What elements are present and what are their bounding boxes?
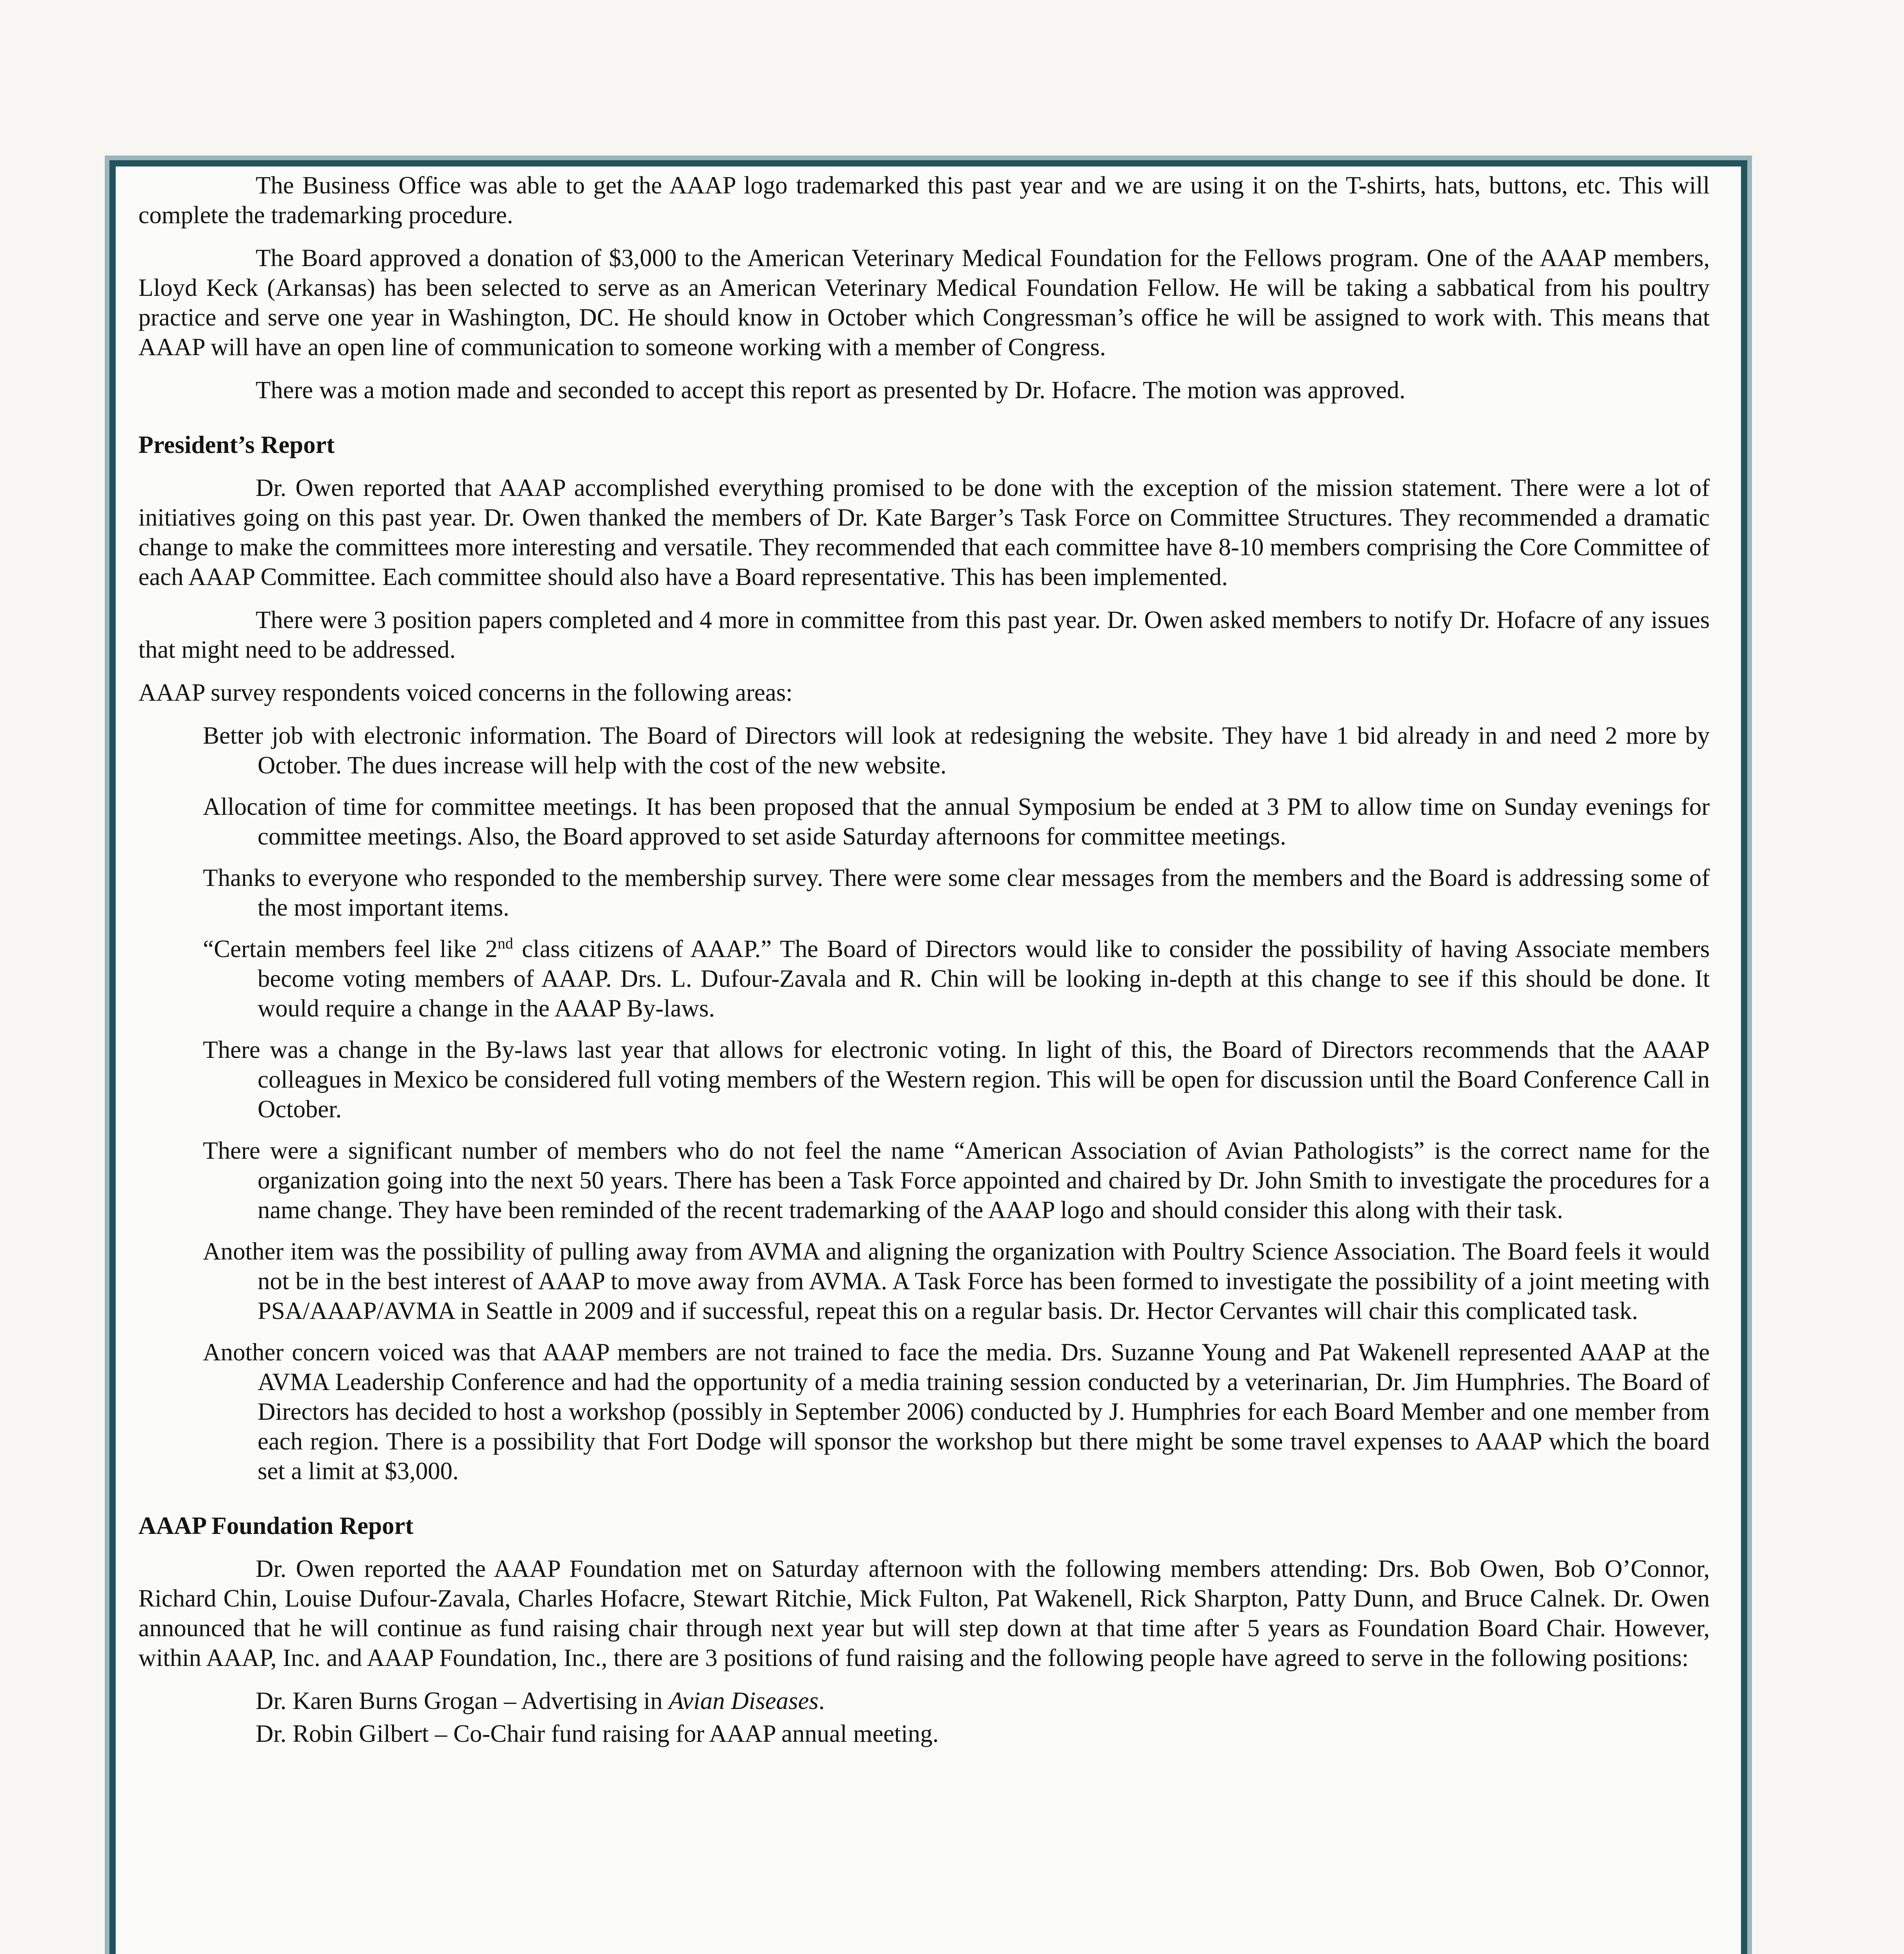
business-office-paragraph-1: The Business Office was able to get the AAAP logo trademarked this past year and we are using it on the T-shirts, hats, buttons, etc. This will complete the trademarking procedure. (138, 172, 1710, 229)
survey-item: Allocation of time for committee meetings. It has been proposed that the annual Symposium be ended at 3 PM to allow time on Sunday evenings for committee meetings. Also, the Board approved to set aside Saturday afternoons for committee meetings. (203, 793, 1710, 850)
survey-item: There was a change in the By-laws last year that allows for electronic voting. In light of this, the Board of Directors recommends that the AAAP colleagues in Mexico be considered full voting members of the Western region. This will be open for discussion until the Board Conference Call in October. (203, 1036, 1710, 1123)
survey-intro: AAAP survey respondents voiced concerns in the following areas: (138, 679, 793, 706)
survey-item: Better job with electronic information. The Board of Directors will look at redesigning the website. They have 1 bid already in and need 2 more by October. The dues increase will help with the cost of the new website. (203, 722, 1710, 779)
business-office-paragraph-2: The Board approved a donation of $3,000 to the American Veterinary Medical Foundation for the Fellows program. One of the AAAP members, Lloyd Keck (Arkansas) has been selected to serve as an American Veterinary Medical Foundation Fellow. He will be taking a sabbatical from his poultry practice and serve one year in Washington, DC. He should know in October which Congressman’s office he will be assigned to work with. This means that AAAP will have an open line of communication to someone working with a member of Congress. (138, 244, 1710, 361)
survey-item: Thanks to everyone who responded to the membership survey. There were some clear messages from the members and the Board is addressing some of the most important items. (203, 864, 1710, 921)
ordinal-suffix: nd (497, 934, 513, 952)
position-item-advertising: Dr. Karen Burns Grogan – Advertising in Avian Diseases. (256, 1687, 825, 1714)
page-frame (109, 160, 1747, 1954)
survey-item: Another concern voiced was that AAAP members are not trained to face the media. Drs. Suzanne Young and Pat Wakenell represented AAAP at the AVMA Leadership Conference and had the opportunity of a media training session conducted by a veterinarian, Dr. Jim Humphries. The Board of Directors has decided to host a workshop (possibly in September 2006) conducted by J. Humphries for each Board Member and one member from each region. There is a possibility that Fort Dodge will sponsor the workshop but there might be some travel expenses to AAAP which the board set a limit at $3,000. (203, 1338, 1710, 1485)
foundation-report-paragraph-1: Dr. Owen reported the AAAP Foundation met on Saturday afternoon with the following members attending: Drs. Bob Owen, Bob O’Connor, Richard Chin, Louise Dufour-Zavala, Charles Hofacre, Stewart Ritchie, Mick Fulton, Pat Wakenell, Rick Sharpton, Patty Dunn, and Bruce Calnek. Dr. Owen announced that he will continue as fund raising chair through next year but will step down at that time after 5 years as Foundation Board Chair. However, within AAAP, Inc. and AAAP Foundation, Inc., there are 3 positions of fund raising and the following people have agreed to serve in the following positions: (138, 1555, 1710, 1671)
business-office-paragraph-3: There was a motion made and seconded to accept this report as presented by Dr. Hofacre. The motion was approved. (256, 376, 1406, 404)
foundation-report-heading: AAAP Foundation Report (138, 1512, 414, 1539)
position-item: Dr. Robin Gilbert – Co-Chair fund raising for AAAP annual meeting. (256, 1720, 939, 1747)
presidents-report-paragraph-2: There were 3 position papers completed and 4 more in committee from this past year. Dr. Owen asked members to notify Dr. Hofacre of any issues that might need to be addressed. (138, 606, 1710, 663)
document-body (138, 170, 1710, 1748)
journal-title: Avian Diseases (668, 1687, 819, 1714)
survey-item: There were a significant number of members who do not feel the name “American Association of Avian Pathologists” is the correct name for the organization going into the next 50 years. There has been a Task Force appointed and chaired by Dr. John Smith to investigate the procedures for a name change. They have been reminded of the recent trademarking of the AAAP logo and should consider this along with their task. (203, 1137, 1710, 1224)
presidents-report-heading: President’s Report (138, 431, 335, 458)
survey-item: Another item was the possibility of pulling away from AVMA and aligning the organization with Poultry Science Association. The Board feels it would not be in the best interest of AAAP to move away from AVMA. A Task Force has been formed to investigate the possibility of a joint meeting with PSA/AAAP/AVMA in Seattle in 2009 and if successful, repeat this on a regular basis. Dr. Hector Cervantes will chair this complicated task. (203, 1238, 1710, 1324)
survey-item-second-class: “Certain members feel like 2nd class citizens of AAAP.” The Board of Directors would like to consider the possibility of having Associate members become voting members of AAAP. Drs. L. Dufour-Zavala and R. Chin will be looking in-depth at this change to see if this should be done. It would require a change in the AAAP By-laws. (203, 934, 1710, 1022)
presidents-report-paragraph-1: Dr. Owen reported that AAAP accomplished everything promised to be done with the exception of the mission statement. There were a lot of initiatives going on this past year. Dr. Owen thanked the members of Dr. Kate Barger’s Task Force on Committee Structures. They recommended a dramatic change to make the committees more interesting and versatile. They recommended that each committee have 8-10 members comprising the Core Committee of each AAAP Committee. Each committee should also have a Board representative. This has been implemented. (138, 474, 1710, 590)
